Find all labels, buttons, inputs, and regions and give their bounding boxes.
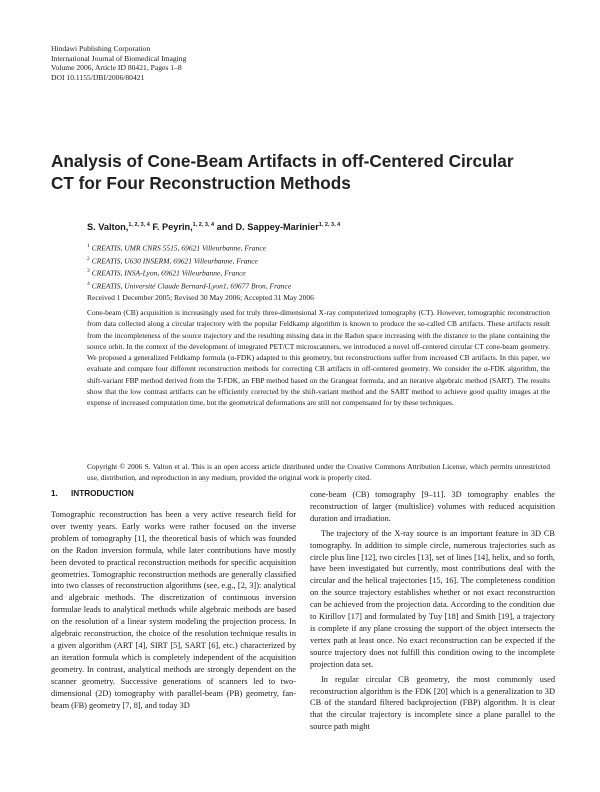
journal-name: International Journal of Biomedical Imaging [51,53,187,63]
title-line-2: CT for Four Reconstruction Methods [51,172,351,193]
abstract: Cone-beam (CB) acquisition is increasingly used for truly three-dimensional X-ray computerized tomography (CT). However, tomographic reconstruction from data collected along a circular trajectory with the popular Feldkamp algorithm is known to produce the so-called CB artifacts. These artifacts result from the incompleteness of the source trajectory and the resulting missing data in the Radon space increasing with the distance to the plane containing the source orbit. In the context of the development of integrated PET/CT microscanners, we introduced a novel off-centered circular CT cone-beam geometry. We proposed a generalized Feldkamp formula (α-FDK) adapted to this geometry, but reconstructions suffer from increased CB artifacts. In this paper, we evaluate and compare four different reconstruction methods for correcting CB artifacts in off-centered geometry. We consider the α-FDK algorithm, the shift-variant FBP method derived from the T-FDK, an FBP method based on the Grangeat formula, and an iterative algebraic method (SART). The results show that the low contrast artifacts can be efficiently corrected by the shift-variant method and the SART method to achieve good quality images at the expense of increased computation time, but the geometrical deformations are still not compensated for by these techniques. [87,308,550,407]
paper-title [51,151,551,194]
right-column [310,489,555,733]
affiliation-item: $^2$ CREATIS, U630 INSERM, 69621 Villeurbanne, France [87,255,258,266]
copyright-notice: Copyright © 2006 S. Valton et al. This is an open access article distributed under the Creative Commons Attribution License, which permits unrestricted use, distribution, and reproduction in any medium, provided the original work is properly cited. [87,462,550,483]
affiliation-item: $^3$ CREATIS, INSA-Lyon, 69621 Villeurbanne, France [87,268,246,278]
author-3-affil: 1, 2, 3, 4 [318,222,341,228]
title-line-1: Analysis of Cone-Beam Artifacts in off-Centered Circular [51,151,514,171]
affiliation-item: $^1$ CREATIS, UMR CNRS 5515, 69621 Villeurbanne, France [87,243,266,253]
author-3: D. Sappey-Marinier [235,222,319,233]
body-paragraph: Tomographic reconstruction has been a very active research field for over twenty years. Early works were rather focused on the inverse problem of tomography [1], the theoretical basis of which was founded on the Radon inversion formula, while later contributions have mostly been devoted to practical reconstruction methods for specific acquisition geometries. Tomographic reconstruction methods are generally classified into two classes of reconstruction algorithms (see, e.g., [2, 3]): analytical and algebraic methods. The discretization of continuous inversion formulae leads to analytical methods while algebraic methods are based on the resolution of a linear system modeling the projection process. In algebraic reconstruction, the choice of the resolution technique results in a given algorithm (ART [4], SIRT [5], SART [6], etc.) characterized by an iteration formula which is completely independent of the acquisition geometry. In contrast, analytical methods are strongly dependent on the scanner geometry. Successive generations of scanners led to two-dimensional (2D) tomography with parallel-beam (PB) geometry, fan-beam (FB) geometry [7, 8], and today 3D [51,510,296,710]
body-paragraph: In regular circular CB geometry, the most commonly used reconstruction algorithm is the FDK [20] which is a generalization to 3D CB of the standard filtered backprojection (FBP) algorithm. It is clear that the circular trajectory is incomplete since a plane parallel to the source path might [310,674,555,732]
received-dates: Received 1 December 2005; Revised 30 May 2006; Accepted 31 May 2006 [87,293,314,302]
doi: DOI 10.1155/IJBI/2006/80421 [51,72,145,82]
body-paragraph: The trajectory of the X-ray source is an important feature in 3D CB tomography. In addition to simple circle, numerous trajectories such as circle plus line [12], two circles [13], set of lines [14], helix, and so forth, have been investigated but currently, most contributions deal with the circular and the helical trajectories [15, 16]. The completeness condition on the source trajectory establishes whether or not exact reconstruction can be achieved from the projection data. According to the condition due to Kirillov [17] and formulated by Tuy [18] and Smith [19], a trajectory is complete if any plane crossing the support of the object intersects the vertex path at least once. No exact reconstruction can be expected if the source trajectory does not fulfill this condition owing to the incomplete projection data set. [310,528,555,669]
section-heading [51,489,134,498]
publication-header [51,44,186,82]
author-2: F. Peyrin, [152,222,193,233]
left-column [51,509,296,711]
volume-info: Volume 2006, Article ID 80421, Pages 1–8 [51,63,182,73]
author-list [87,222,340,232]
publisher-name: Hindawi Publishing Corporation [51,44,151,53]
author-conjunction: and [216,222,233,233]
author-2-affil: 1, 2, 3, 4 [192,222,215,228]
author-1: S. Valton, [87,222,129,233]
affiliations [87,241,291,292]
body-paragraph: cone-beam (CB) tomography [9–11]. 3D tomography enables the reconstruction of larger (multislice) volumes with reduced acquisition duration and irradiation. [310,490,555,523]
section-number: 1. [51,489,58,498]
section-title: INTRODUCTION [71,489,134,498]
affiliation-item: $^4$ CREATIS, Université Claude Bernard-Lyon1, 69677 Bron, France [87,281,292,291]
author-1-affil: 1, 2, 3, 4 [128,222,150,228]
